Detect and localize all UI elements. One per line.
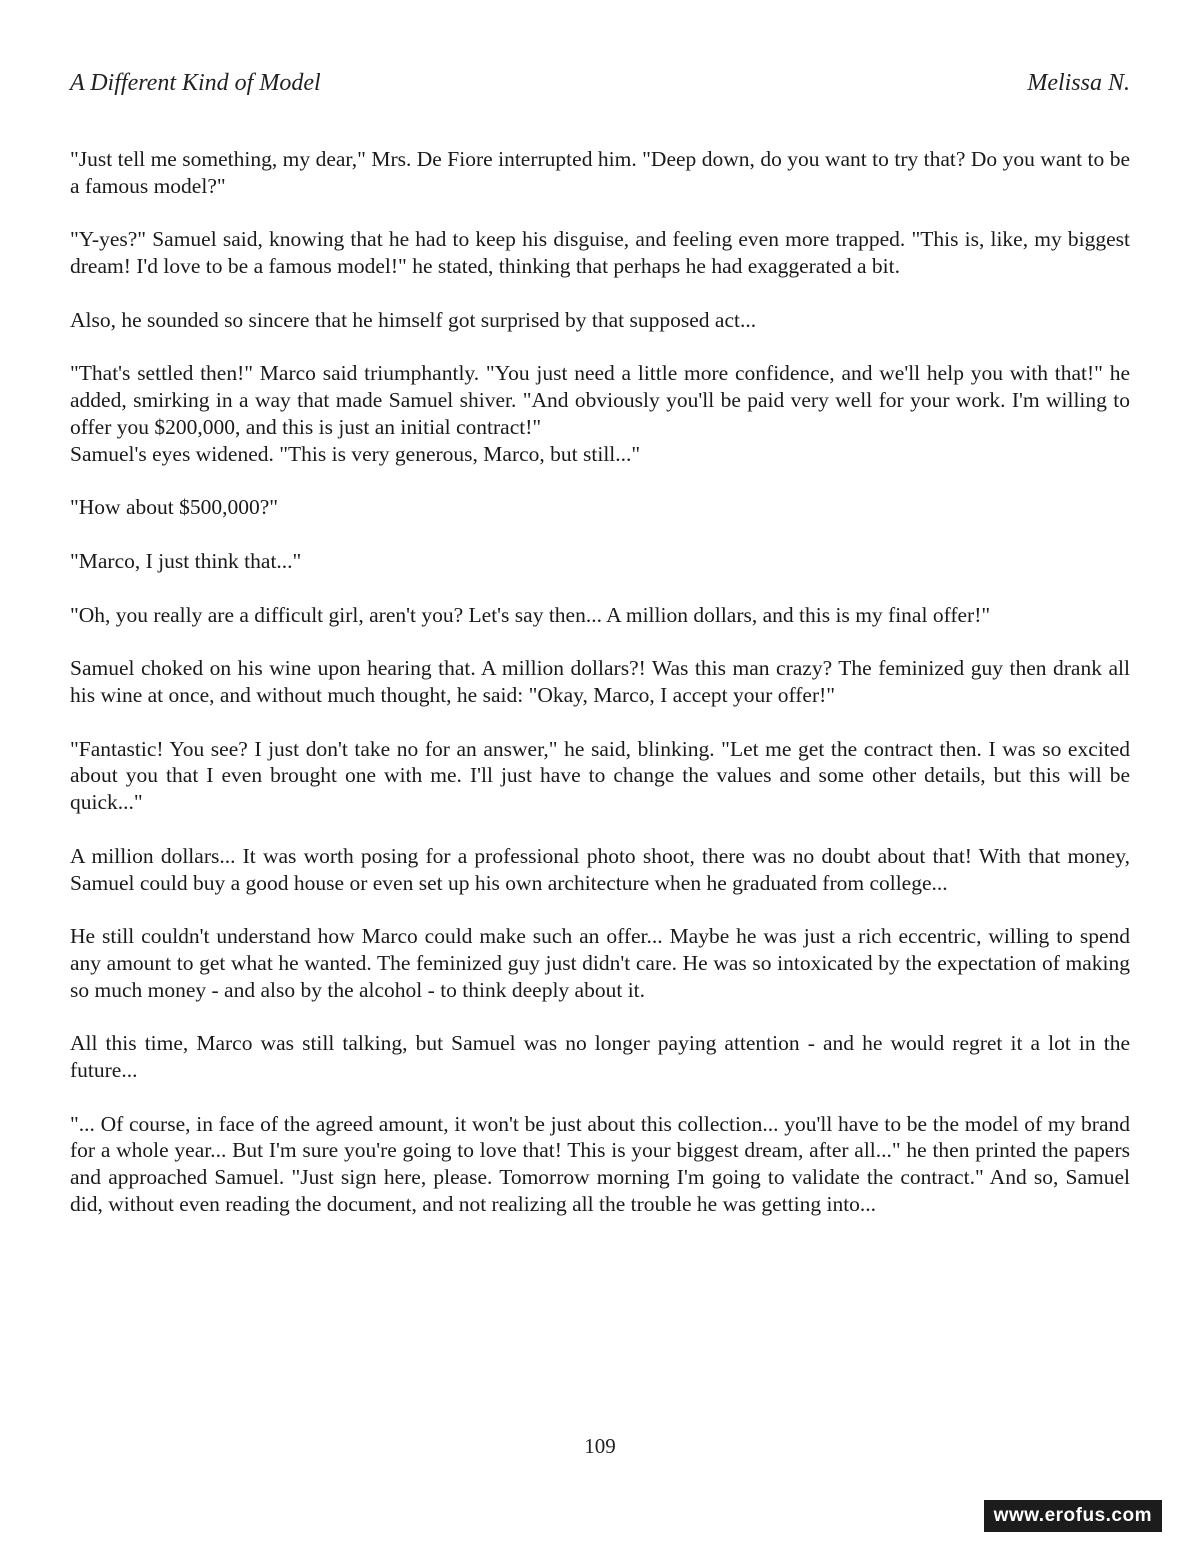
paragraph: "Fantastic! You see? I just don't take no for an answer," he said, blinking. "Let me get the contract then. I was so excited about you that I even brought one with me. I'll just have to change the values and some other details, but this will be quick..." xyxy=(70,736,1130,815)
paragraph: A million dollars... It was worth posing for a professional photo shoot, there was no doubt about that! With that money, Samuel could buy a good house or even set up his own architecture when he graduated from college... xyxy=(70,843,1130,895)
paragraph: He still couldn't understand how Marco could make such an offer... Maybe he was just a rich eccentric, willing to spend any amount to get what he wanted. The feminized guy just didn't care. He was so intoxicated by the expectation of making so much money - and also by the alcohol - to think deeply about it. xyxy=(70,924,1130,1002)
paragraph: "Marco, I just think that..." xyxy=(70,548,302,573)
paragraph: "... Of course, in face of the agreed amount, it won't be just about this collection... you'll have to be the model of my brand for a whole year... But I'm sure you're going to love that! This is your biggest dream, after all..." he then printed the papers and approached Samuel. "Just sign here, please. Tomorrow morning I'm going to validate the contract." And so, Samuel did, without even reading the document, and not realizing all the trouble he was getting into... xyxy=(70,1111,1130,1217)
paragraph: "How about $500,000?" xyxy=(70,495,279,520)
paragraph: Also, he sounded so sincere that he himself got surprised by that supposed act... xyxy=(70,307,757,332)
watermark: www.erofus.com xyxy=(984,1500,1162,1532)
book-title: A Different Kind of Model xyxy=(70,70,321,96)
paragraph: Samuel choked on his wine upon hearing that. A million dollars?! Was this man crazy? The feminized guy then drank all his wine at once, and without much thought, he said: "Okay, Marco, I accept your offer!" xyxy=(70,656,1130,707)
paragraph: Samuel's eyes widened. "This is very generous, Marco, but still..." xyxy=(70,441,641,466)
paragraph: "Oh, you really are a difficult girl, aren't you? Let's say then... A million dollars, and this is my final offer!" xyxy=(70,602,991,627)
paragraph: "Y-yes?" Samuel said, knowing that he had to keep his disguise, and feeling even more trapped. "This is, like, my biggest dream! I'd love to be a famous model!" he stated, thinking that perhaps he had exaggerated a bit. xyxy=(70,227,1130,279)
paragraph: "That's settled then!" Marco said triumphantly. "You just need a little more confidence, and we'll help you with that!" he added, smirking in a way that made Samuel shiver. "And obviously you'll be paid very well for your work. I'm willing to offer you $200,000, and this is just an initial contract!" xyxy=(70,361,1130,439)
author-name: Melissa N. xyxy=(1027,70,1130,96)
page-number: 109 xyxy=(584,1434,616,1458)
paragraph: All this time, Marco was still talking, but Samuel was no longer paying attention - and he would regret it a lot in the future... xyxy=(70,1031,1130,1083)
body-text xyxy=(70,146,1130,1245)
page-header xyxy=(70,70,1130,100)
paragraph: "Just tell me something, my dear," Mrs. De Fiore interrupted him. "Deep down, do you want to try that? Do you want to be a famous model?" xyxy=(70,147,1130,198)
